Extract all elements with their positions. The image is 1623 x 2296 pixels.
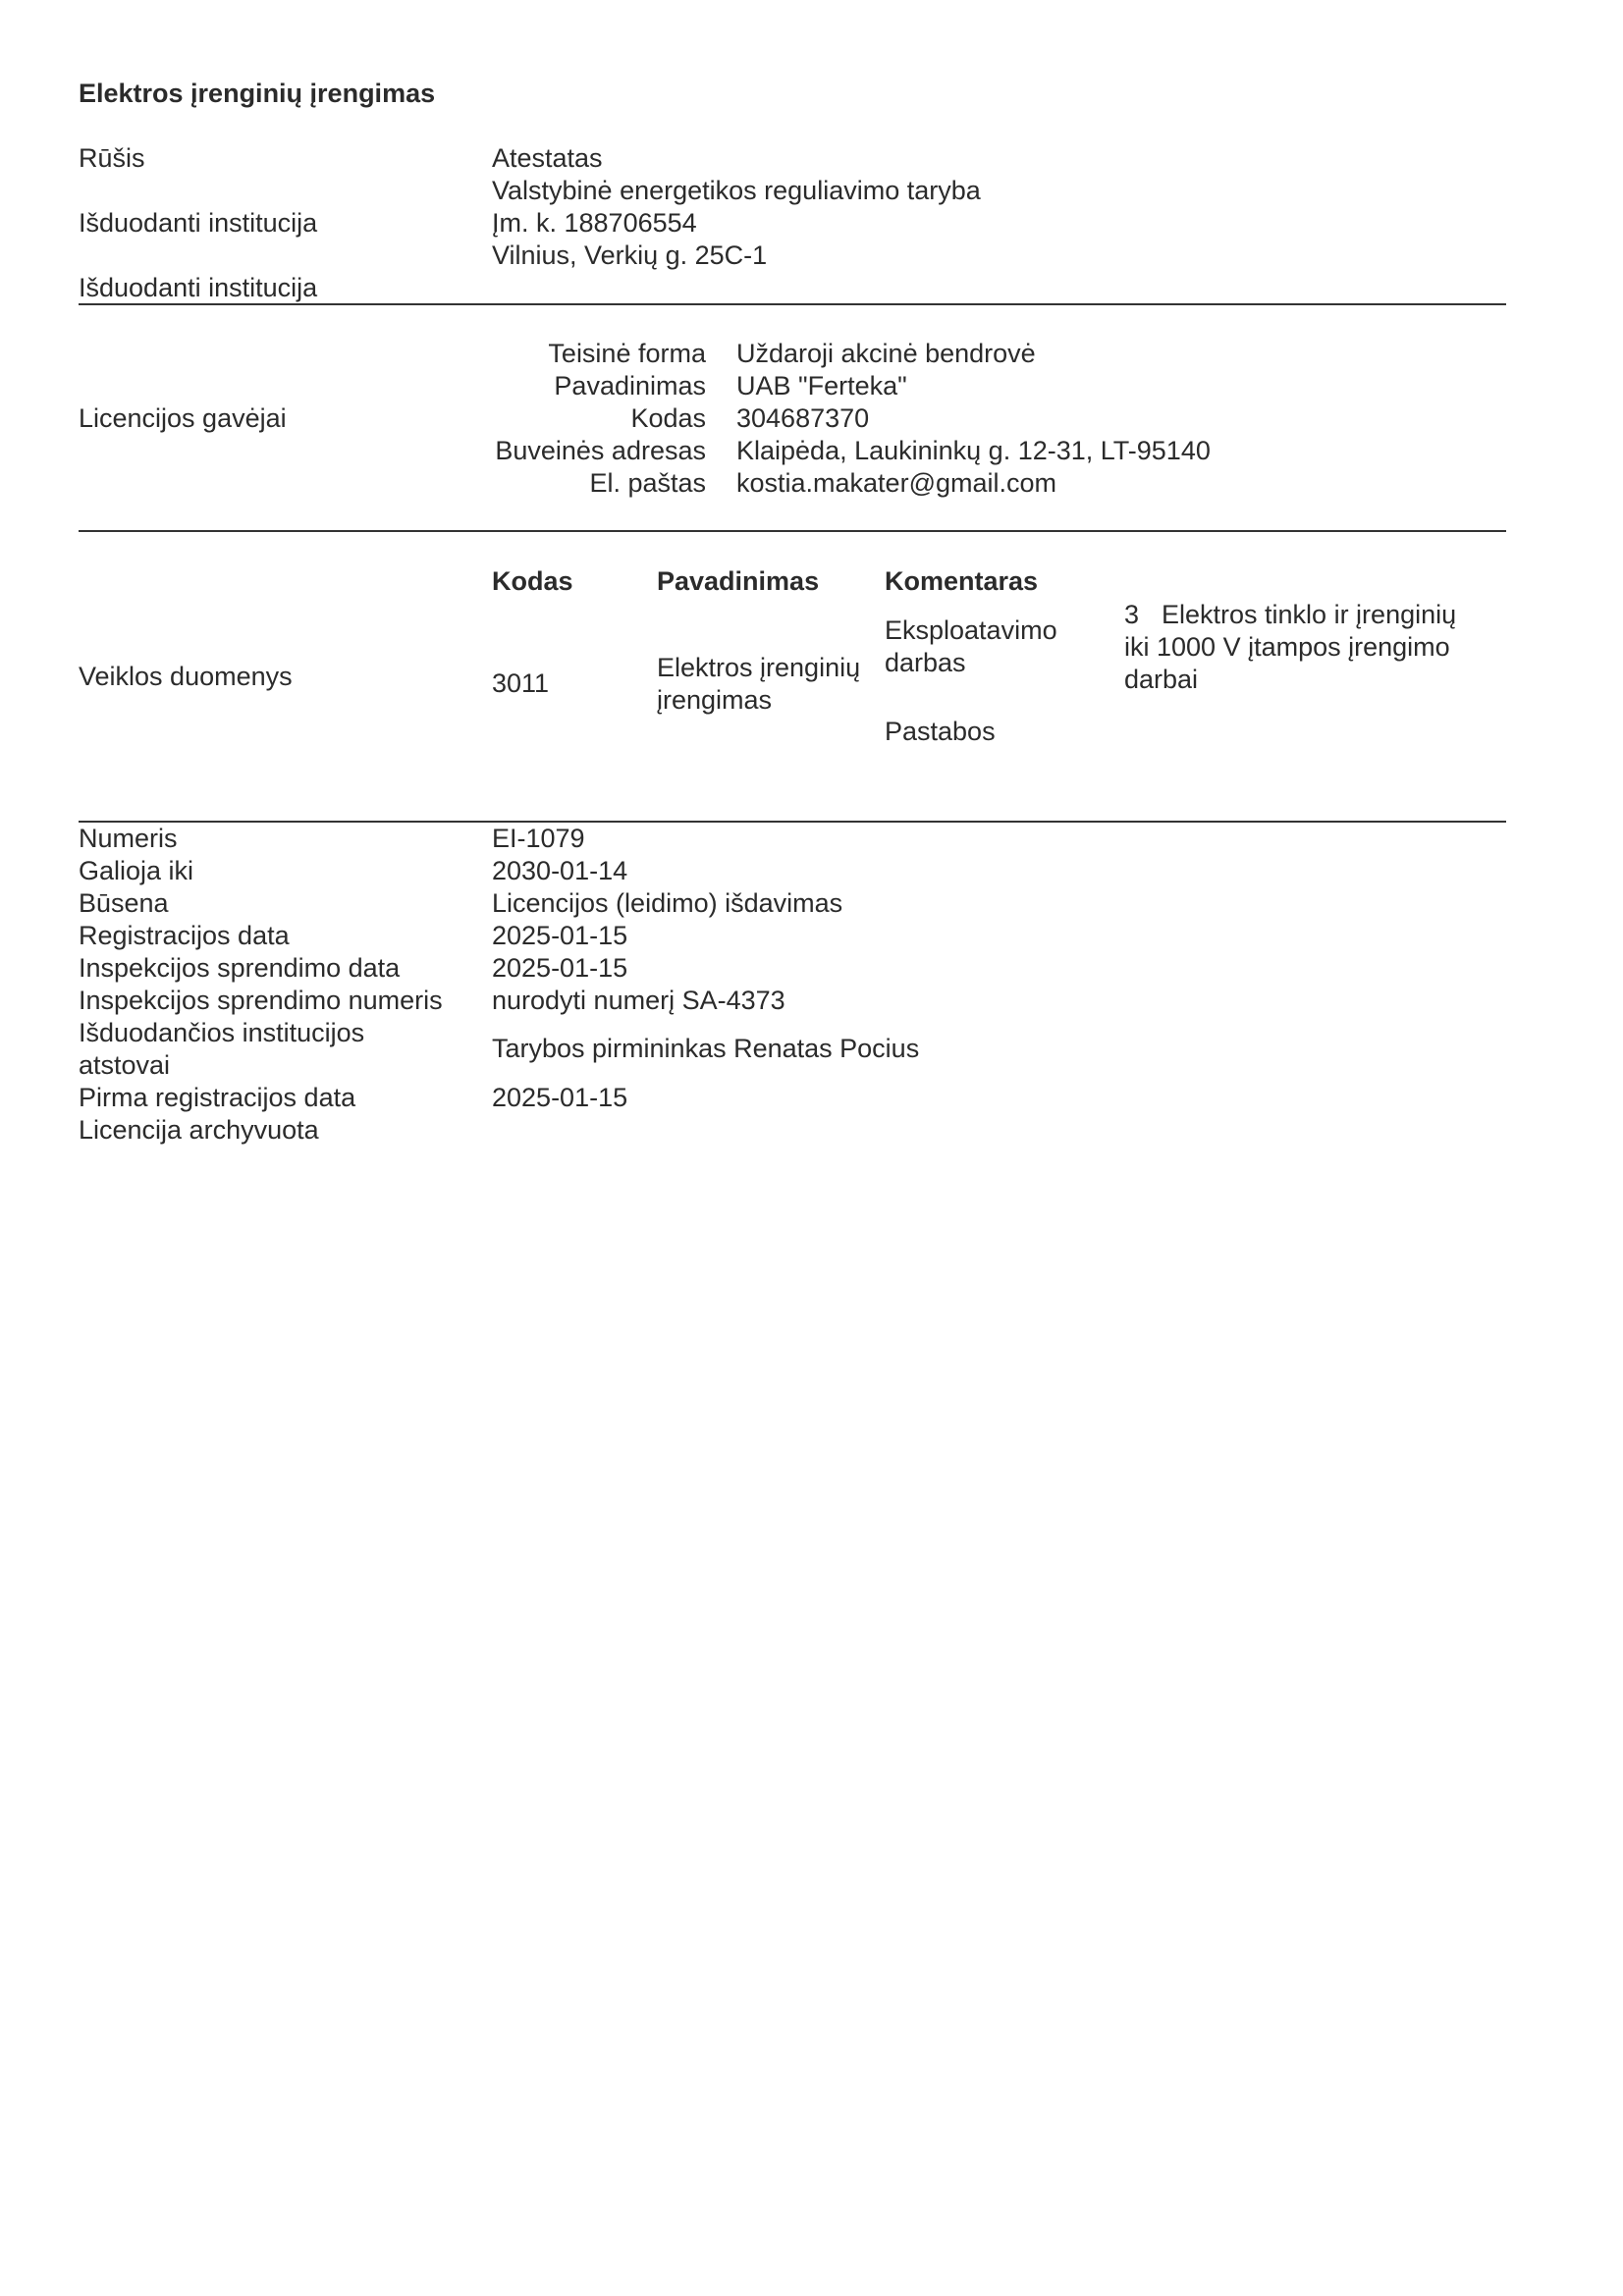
rusis-value: Atestatas (492, 143, 603, 173)
numeris-value: EI-1079 (492, 824, 585, 853)
recipient-field-label: Pavadinimas (554, 371, 706, 400)
recipient-field-label: Kodas (630, 403, 706, 433)
insp-data-label: Inspekcijos sprendimo data (79, 953, 401, 983)
activity-detail-line-2: iki 1000 V įtampos įrengimo (1124, 632, 1450, 662)
pirma-label: Pirma registracijos data (79, 1083, 356, 1112)
activity-comment-line-1: Eksploatavimo (885, 615, 1057, 645)
insp-data-value: 2025-01-15 (492, 953, 628, 983)
activity-label: Veiklos duomenys (79, 662, 293, 691)
atstovai-label-line-2: atstovai (79, 1050, 171, 1080)
atstovai-value: Tarybos pirmininkas Renatas Pocius (492, 1034, 920, 1063)
recipient-field-value: Klaipėda, Laukininkų g. 12-31, LT-95140 (736, 436, 1211, 465)
activity-comment-line-2: darbas (885, 648, 966, 677)
page-title: Elektros įrenginių įrengimas (79, 79, 436, 108)
activity-detail-line-3: darbai (1124, 665, 1199, 694)
activity-header-comment: Komentaras (885, 566, 1039, 596)
registracija-value: 2025-01-15 (492, 921, 628, 950)
recipient-field-value: UAB "Ferteka" (736, 371, 907, 400)
recipient-field-value: 304687370 (736, 403, 870, 433)
institution-line-2: Įm. k. 188706554 (492, 208, 697, 238)
divider-2 (79, 530, 1506, 532)
atstovai-label-line-1: Išduodančios institucijos (79, 1018, 365, 1047)
busena-label: Būsena (79, 888, 169, 918)
activity-header-name: Pavadinimas (657, 566, 820, 596)
activity-name-line-1: Elektros įrenginių (657, 653, 861, 682)
activity-detail-number: 3 (1124, 600, 1140, 629)
institution-line-1: Valstybinė energetikos reguliavimo taryba (492, 176, 981, 205)
recipient-field-label: El. paštas (589, 468, 706, 498)
divider-1 (79, 303, 1506, 305)
galioja-label: Galioja iki (79, 856, 194, 885)
activity-code: 3011 (492, 668, 550, 698)
divider-3 (79, 821, 1506, 823)
activity-name-line-2: įrengimas (657, 685, 773, 715)
galioja-value: 2030-01-14 (492, 856, 628, 885)
institution-line-3: Vilnius, Verkių g. 25C-1 (492, 240, 768, 270)
recipient-field-label: Buveinės adresas (495, 436, 706, 465)
busena-value: Licencijos (leidimo) išdavimas (492, 888, 843, 918)
insp-nr-value: nurodyti numerį SA-4373 (492, 986, 785, 1015)
registracija-label: Registracijos data (79, 921, 290, 950)
rusis-label: Rūšis (79, 143, 145, 173)
pirma-value: 2025-01-15 (492, 1083, 628, 1112)
recipient-email-value: kostia.makater@gmail.com (736, 468, 1057, 498)
activity-detail-line-1: Elektros tinklo ir įrenginių (1162, 600, 1457, 629)
activity-header-code: Kodas (492, 566, 573, 596)
insp-nr-label: Inspekcijos sprendimo numeris (79, 986, 443, 1015)
institution-label-2: Išduodanti institucija (79, 273, 318, 302)
archyvuota-label: Licencija archyvuota (79, 1115, 319, 1145)
activity-notes-label: Pastabos (885, 717, 996, 746)
recipient-field-value: Uždaroji akcinė bendrovė (736, 339, 1036, 368)
numeris-label: Numeris (79, 824, 178, 853)
recipients-label: Licencijos gavėjai (79, 403, 287, 433)
institution-label: Išduodanti institucija (79, 208, 318, 238)
recipient-field-label: Teisinė forma (548, 339, 706, 368)
